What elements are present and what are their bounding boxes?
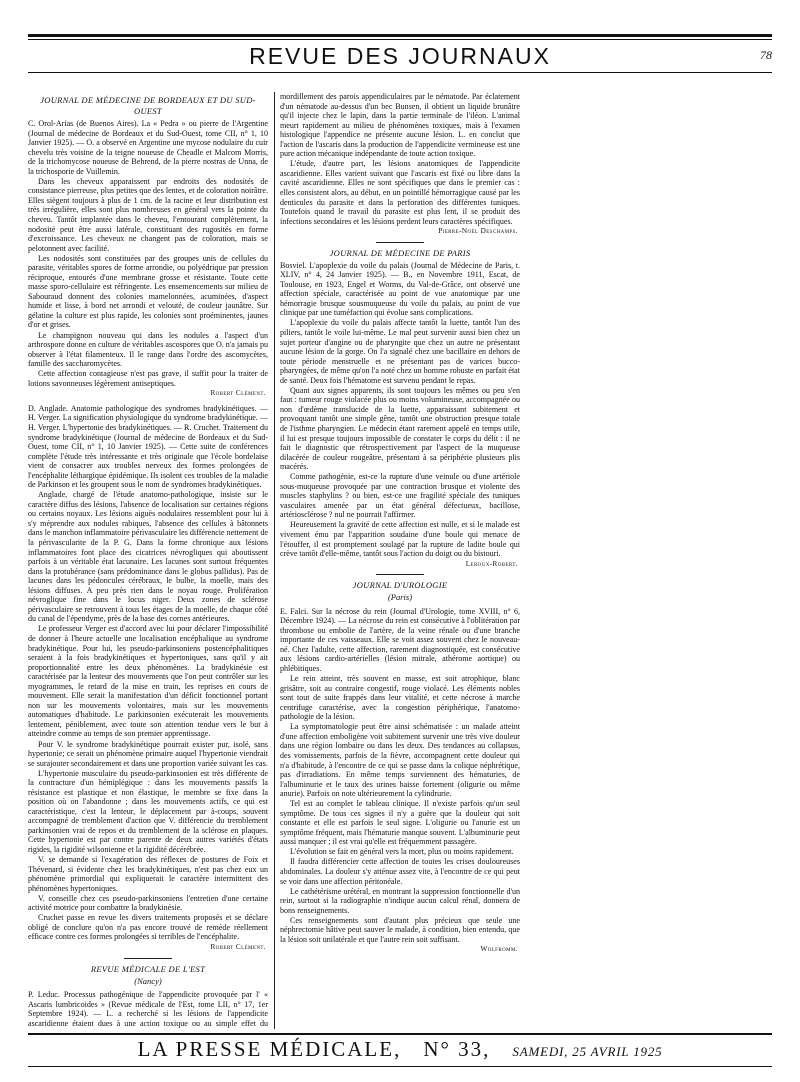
paragraph: P. Leduc. Processus pathogénique de l'appendicite provoquée par l' « Ascaris lumbricoides » (Revue médicale de l'Est, tome LII, n° 17, 1er Septembre 1924). — L. a recherché si les lésions de l'appendicite ascaridienne étaient dues à une action toxique ou au simple effet du mordillement des parois appendiculaires par le nématode. Par éclatement d'un nématode au-dessus d'un bec Bunsen, il obtient un liquide brunâtre qu'il injecte chez le lapin, dans la partie terminale de l'iléon. L'animal meurt rapidement au milieu de phénomènes toxiques, mais à l'examen histologique l'appendice ne présente aucune lésion. L. en conclut que l'action de l'ascaris dans la production de l'appendicite vermineuse est une pure action mécanique indépendante de toute action toxique. (28, 92, 520, 1028)
paragraph: D. Anglade. Anatomie pathologique des syndromes bradykinétiques. — H. Verger. La signification physiologique du syndrome bradykinétique. — H. Verger. L'hypertonie des bradykinétiques. — R. Cruchet. Traitement du syndrome bradykinétique (Journal de médecine de Bordeaux et du Sud-Ouest, tome CII, n° 1, 10 Janvier 1925). — Cette suite de conférences complète l'étude très intéressante et très originale que l'école bordelaise vient de consacrer aux troubles nerveux des formes prolongées de l'encéphalite léthargique épidémique. Ils isolent ces troubles de la maladie de Parkinson et les groupent sous le nom de syndromes bradykinétiques. (28, 403, 268, 490)
top-rule-thin (28, 39, 772, 40)
paragraph: E. Falci. Sur la nécrose du rein (Journal d'Urologie, tome XVIII, n° 6, Décembre 1924). — La nécrose du rein est consécutive à l'oblitération par thrombose ou embolie de l'artère, de la veine rénale ou d'une branche importante de ces vaisseaux. Elle se voit assez souvent chez le nouveau-né. Chez l'adulte, cette affection, rarement diagnostiquée, est consécutive aux lésions cardio-artérielles (lésion mitrale, athérome aortique) ou phlébitiques. (280, 606, 520, 674)
paragraph: L'évolution se fait en général vers la mort, plus ou moins rapidement. (290, 847, 514, 857)
paragraph: Quant aux signes apparents, ils sont toujours les mêmes ou peu s'en faut : tumeur rouge violacée plus ou moins volumineuse, accompagnée ou non d'œdème translucide de la luette, apparaissant subitement et provoquant tantôt une simple gêne, tantôt une obstruction presque totale de l'isthme pharyngien. Le médecin étant rarement appelé en temps utile, il lui est presque toujours impossible de constater le corps du délit : il ne fait le diagnostic que rétrospectivement par l'aspect de la muqueuse dilacérée de couleur rougeâtre, présentant à sa périphérie plusieurs plis macérés. (280, 385, 520, 472)
paragraph: L'hypertonie musculaire du pseudo-parkinsonien est très différente de la contracture d'un hémiplégique : dans les mouvements passifs la résistance est plastique et non élastique, le membre se fixe dans la position où on l'abandonne ; dans les mouvements actifs, ce qui est caractéristique, c'est la lenteur, le déplacement par à-coups, souvent accompagné de tremblement d'action que V. différencie du tremblement parkinsonien vrai de repos et du tremblement de la sclérose en plaques. Cette hypertonie est par contre parente de deux autres variétés d'états rigides, la rigidité wilsonienne et la rigidité décérébrée. (28, 768, 268, 855)
author-signature: Leroux-Robert. (465, 559, 518, 568)
paragraph: Anglade, chargé de l'étude anatomo-pathologique, insiste sur le caractère diffus des lésions, l'absence de localisation sur certaines régions ou certains noyaux. Les lésions aiguës nodulaires ressemblent pour lui à s'y méprendre aux nodules rabiques, l'absence des cellules à bâtonnets dans le manchon inflammatoire périvasculaire les différencie nettement de la périvascularite de la P. G. Dans la forme chronique aux lésions inflammatoires font place des cicatrices névrogliques qui aboutissent parfois à un véritable état lacunaire. Les lacunes sont surtout fréquentes dans la protubérance (sans prédominance dans le globus pallidus). Pas de lacunes dans les pédoncules cérébraux, le bulbe, la moelle, mais des lésions diffuses. A peu près rien dans le noyau rouge. Prolifération névroglique fine dans le locus niger. Deux zones de sclérose périvasculaire se retrouvent à tous les étages de la moelle, de chaque côté du canal de l'épendyme, près de la base des cornes antérieures. (28, 490, 268, 624)
article-separator (124, 958, 172, 959)
paragraph: Bosviel. L'apoplexie du voile du palais (Journal de Médecine de Paris, t. XLIV, n° 4, 24 Janvier 1925). — B., en Novembre 1911, Escat, de Toulouse, en 1923, Engel et Worms, du Val-de-Grâce, ont observé une affection spéciale, caractérisée au point de vue anatomique par une hémorragie brusque sousmuqueuse du voile du palais, au point de vue clinique par une tuméfaction qui évolue sans complications. (280, 260, 520, 318)
paragraph: Cette affection contagieuse n'est pas grave, il suffit pour la traiter de lotions savonneuses légèrement antiseptiques. (28, 369, 268, 388)
section-subtitle: (Nancy) (134, 975, 162, 986)
paragraph: Le rein atteint, très souvent en masse, est soit atrophique, blanc grisâtre, soit au contraire congestif, rouge violacé. Les éléments nobles sont tout de suite frappés dans leur vitalité, et cette nécrose à marche centrifuge caractérise, avec la congestion périphérique, l'anatomo-pathologie de la lésion. (280, 674, 520, 722)
article-columns (28, 92, 772, 1029)
author-signature: Pierre-Noël Deschamps. (438, 227, 518, 236)
top-rule-thick (28, 34, 772, 37)
page-number: 78 (760, 48, 772, 62)
author-signature: Robert Clément. (210, 389, 266, 398)
paragraph: C. Orol-Arias (de Buenos Aires). La « Pedra » ou pierre de l'Argentine (Journal de médecine de Bordeaux et du Sud-Ouest, tome CII, n° 1, 10 Janvier 1925). — O. a observé en Argentine une mycose nodulaire du cuir chevelu très voisine de la teigne noueuse de Cheadle et Malcom Morris, de la trichomycose noueuse de Behrend, de la pierre nostras de Unna, de la trichosporie de Vuillemin. (28, 119, 268, 176)
paragraph: Tel est au complet le tableau clinique. Il n'existe parfois qu'un seul symptôme. De tous ces signes il n'y a guère que la douleur qui soit constante et elle est parfois le seul signe. L'oligurie ou l'anurie est un symptôme fréquent, mais l'hématurie manque souvent. L'albuminurie peut aussi manquer ; il est vrai qu'elle est fréquemment passagère. (280, 799, 520, 847)
paragraph: L'apoplexie du voile du palais affecte tantôt la luette, tantôt l'un des piliers, tantôt le voile lui-même. Le mal peut survenir aussi bien chez un sujet porteur d'angine ou de pharyngite que chez un autre ne présentant aucune lésion de la gorge. On l'a signalé chez une bacillaire en dehors de toute période menstruelle et ne présentant pas de varices bucco-pharyngées, de même qu'on l'a noté chez un homme robuste en parfait état de santé. Deux fois l'hématome est survenu pendant le repas. (280, 318, 520, 385)
section-title: JOURNAL DE MÉDECINE DE PARIS (329, 247, 471, 258)
article (280, 580, 520, 955)
paragraph: Le cathétérisme urétéral, en montrant la suppression fonctionnelle d'un rein, surtout si la radiographie n'indique aucun calcul rénal, donnera de bons renseignements. (280, 886, 520, 915)
article (280, 248, 520, 570)
footer-rule-thin (28, 1066, 772, 1067)
section-title: REVUE MÉDICALE DE L'EST (90, 963, 206, 974)
paragraph: Dans les cheveux apparaissent par endroits des nodosités de consistance pierreuse, plus petites que des lentes, et de coloration noirâtre. Elles siègent toujours à plus de 1 cm. de la racine et leur distribution est très irrégulière, elles sont plus nombreuses en général vers la pointe du cheveu. Tantôt implantée dans le cheveu, l'entourant complètement, la nodosité peut être aussi latérale, constituant des rugosités en forme d'excroissance. Les cheveux ne changent pas de coloration, mais se pelotonnent avec facilité. (28, 176, 268, 253)
masthead (28, 42, 772, 72)
paragraph: L'étude, d'autre part, les lésions anatomiques de l'appendicite ascaridienne. Elles varient suivant que l'ascaris est fixé ou libre dans la cavité ascaridienne. Elles ne sont spécifiques que dans le premier cas : elles consistent alors, au début, en un pointillé hémorragique causé par les denticules du parasite et dans la perforation des différentes tuniques. Toutefois quand le travail du parasite est plus lent, il se produit des infections secondaires et les lésions perdent leurs caractères spécifiques. (280, 159, 520, 226)
paragraph: Ces renseignements sont d'autant plus précieux que seule une néphrectomie hâtive peut sauver le malade, à condition, bien entendu, que la lésion soit unilatérale et que l'autre rein soit suffisant. (280, 915, 520, 944)
section-subtitle: (Paris) (387, 592, 413, 603)
paragraph: La symptomatologie peut être ainsi schématisée : un malade atteint d'une affection emboligène voit subitement survenir une très vive douleur dans une région lombaire ou dans les deux. Des tendances au collapsus, des vomissements, parfois de la fièvre, accompagnent cette douleur qui n'a d'habitude, à l'encontre de ce qui se passe dans la colique néphrétique, pas d'irradiations. En même temps surviennent des hématuries, de l'albuminurie et le taux des urines baisse fortement (oligurie ou même anurie). Parfois on note ultérieurement la cylindrurie. (280, 722, 520, 799)
paragraph: Pour V. le syndrome bradykinétique pourrait exister pur, isolé, sans hypertonie; ce serait un phénomène primaire auquel l'hypertonie viendrait se surajouter secondairement et dans une proportion variée suivant les cas. (28, 739, 268, 768)
article (28, 95, 268, 399)
paragraph: Il faudra différencier cette affection de toutes les crises douloureuses abdominales. La douleur s'y atténue assez vite, à l'encontre de ce qui peut se voir dans une affection péritonéale. (280, 857, 520, 886)
article (28, 404, 268, 953)
section-title: JOURNAL D'UROLOGIE (352, 580, 448, 591)
author-signature: Robert Clément. (210, 942, 266, 951)
page-title: REVUE DES JOURNAUX (249, 43, 551, 69)
footer: LA PRESSE MÉDICALE, N° 33, SAMEDI, 25 AVRIL 1925 (137, 1037, 663, 1061)
article-separator (376, 242, 424, 243)
paragraph: Le professeur Verger est d'accord avec lui pour déclarer l'impossibilité de donner à l'heure actuelle une localisation encéphalique au syndrome bradykinétique. Pour lui, les pseudo-parkinsoniens postencéphalitiques seraient à la fois bradykinétiques et hypertoniques, sans qu'il y ait proportionnalité entre les deux phénomènes. La bradykinésie est caractérisée par la lenteur des mouvements que l'on peut contrôler sur les myogrammes, le retard de la mise en train, les reprises en cours de mouvement. Elle serait la manifestation d'un déficit fonctionnel portant non sur les mouvements volontaires, mais sur les mouvements automatiques d'habitude. Le parkinsonien exécuterait les mouvements lentement, péniblement, avec toute son attention tendue vers le but à atteindre comme au temps de son premier apprentissage. (28, 624, 268, 739)
paragraph: Cruchet passe en revue les divers traitements proposés et se déclare obligé de conclure qu'on n'a pas encore trouvé de remède réellement efficace contre ces formes prolongées si terribles de l'encéphalite. (28, 913, 268, 942)
paragraph: Heureusement la gravité de cette affection est nulle, et si le malade est vivement ému par l'apparition soudaine d'une boule qui menace de l'étouffer, il est promptement soulagé par la rupture de ladite boule qui crève tantôt d'elle-même, tantôt sous l'action du doigt ou du bistouri. (280, 520, 520, 559)
paragraph: V. se demande si l'exagération des réflexes de postures de Foix et Thévenard, si évidente chez les bradykinétiques, n'est pas chez eux un phénomène primordial qui expliquerait le caractère intermittent des phénomènes hypertoniques. (28, 855, 268, 893)
masthead-rule (28, 72, 772, 73)
section-title: JOURNAL DE MÉDECINE DE BORDEAUX ET DU SUD-OUEST (40, 95, 256, 116)
footer-date: SAMEDI, 25 AVRIL 1925 (512, 1044, 663, 1059)
footer-issue: N° 33 (423, 1037, 484, 1061)
article-separator (376, 574, 424, 575)
paragraph: Le champignon nouveau qui dans les nodules a l'aspect d'un arthrospore donne en culture de véritables ascospores que O. n'a jamais pu observer à l'état filamenteux. Il le range dans l'ordre des ascomycètes, famille des saccharomycètes. (28, 330, 268, 369)
author-signature: Wolfromm. (480, 945, 518, 954)
paragraph: V. conseille chez ces pseudo-parkinsoniens l'entretien d'une certaine activité motrice pour combattre la bradykinésie. (28, 893, 268, 913)
paragraph: Les nodosités sont constituées par des groupes unis de cellules du parasite, véritables spores de forme arrondie, ou polyédrique par pression réciproque, entourés d'une membrane grosse et résistante. Toute cette masse sporo-cellulaire est réfringente. Les ensemencements sur milieu de Sabouraud donnent des colonies mamelonnées, acuminées, d'aspect humide et lisse, à bord net arrondi et velouté, de couleur jaunâtre. Sur gélatine la culture est plus rapide, les colonies sont proéminentes, jaunes d'or et grises. (28, 253, 268, 330)
paragraph: Comme pathogénie, est-ce la rupture d'une veinule ou d'une artériole sous-muqueuse provoquée par une contraction brusque et violente des muscles staphylins ? ou bien, est-ce une fragilité spéciale des tuniques vasculaires amenée par un état général défectueux, bacillose, artériosclérose ? nul ne pourrait l'affirmer. (280, 472, 520, 520)
footer-journal: LA PRESSE MÉDICALE (137, 1037, 395, 1061)
